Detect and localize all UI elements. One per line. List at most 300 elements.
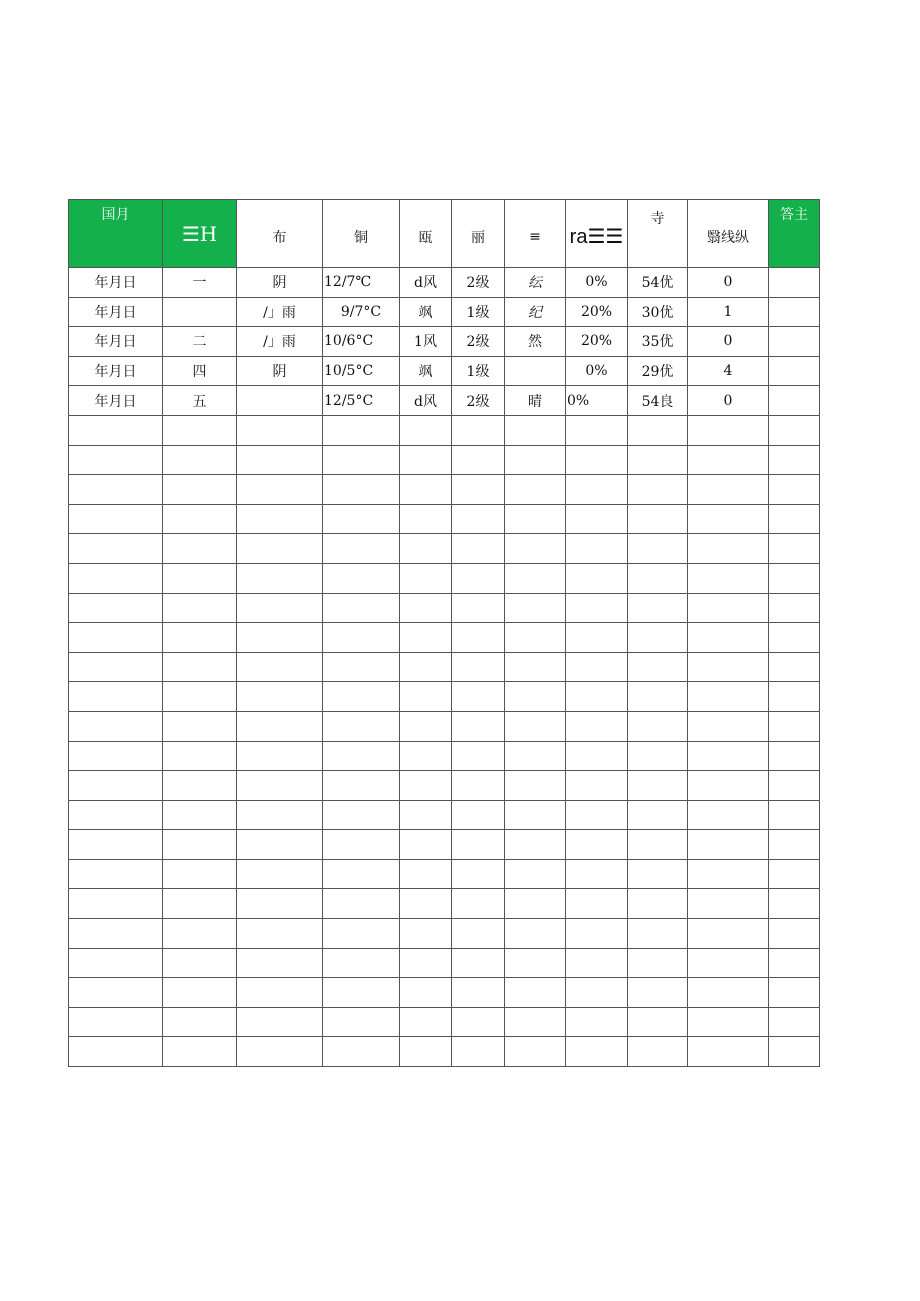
empty-cell[interactable]: [566, 771, 628, 801]
empty-cell[interactable]: [323, 623, 400, 653]
empty-cell[interactable]: [566, 741, 628, 771]
empty-cell[interactable]: [505, 771, 566, 801]
empty-cell[interactable]: [688, 741, 769, 771]
empty-cell[interactable]: [69, 445, 163, 475]
empty-cell[interactable]: [769, 652, 820, 682]
empty-cell[interactable]: [452, 504, 505, 534]
empty-cell[interactable]: [505, 948, 566, 978]
empty-cell[interactable]: [323, 475, 400, 505]
empty-cell[interactable]: [566, 563, 628, 593]
empty-cell[interactable]: [452, 889, 505, 919]
empty-cell[interactable]: [237, 623, 323, 653]
cell-wind-direction[interactable]: 飒: [400, 297, 452, 327]
empty-cell[interactable]: [628, 1037, 688, 1067]
empty-cell[interactable]: [237, 800, 323, 830]
empty-cell[interactable]: [323, 889, 400, 919]
empty-cell[interactable]: [769, 682, 820, 712]
header-notes[interactable]: 答主: [769, 200, 820, 268]
empty-cell[interactable]: [628, 652, 688, 682]
empty-cell[interactable]: [566, 415, 628, 445]
empty-cell[interactable]: [452, 978, 505, 1008]
cell-wind-level[interactable]: 2级: [452, 268, 505, 298]
empty-cell[interactable]: [69, 1007, 163, 1037]
empty-cell[interactable]: [688, 948, 769, 978]
empty-cell[interactable]: [452, 623, 505, 653]
cell-col-10[interactable]: 4: [688, 356, 769, 386]
empty-cell[interactable]: [237, 682, 323, 712]
empty-cell[interactable]: [452, 1007, 505, 1037]
header-col-8[interactable]: ra☰☰: [566, 200, 628, 268]
cell-wind-direction[interactable]: d风: [400, 386, 452, 416]
cell-col-8[interactable]: 20%: [566, 327, 628, 357]
cell-date[interactable]: 年月日: [69, 327, 163, 357]
cell-notes[interactable]: [769, 297, 820, 327]
empty-cell[interactable]: [69, 859, 163, 889]
empty-cell[interactable]: [323, 415, 400, 445]
empty-cell[interactable]: [237, 1037, 323, 1067]
empty-cell[interactable]: [505, 859, 566, 889]
empty-cell[interactable]: [505, 445, 566, 475]
empty-cell[interactable]: [566, 475, 628, 505]
empty-cell[interactable]: [688, 534, 769, 564]
cell-air-quality[interactable]: 35优: [628, 327, 688, 357]
empty-cell[interactable]: [452, 741, 505, 771]
cell-notes[interactable]: [769, 386, 820, 416]
empty-cell[interactable]: [628, 504, 688, 534]
empty-cell[interactable]: [69, 652, 163, 682]
header-wind-direction[interactable]: 瓯: [400, 200, 452, 268]
empty-cell[interactable]: [769, 889, 820, 919]
empty-cell[interactable]: [452, 563, 505, 593]
empty-cell[interactable]: [163, 800, 237, 830]
cell-col-10[interactable]: 1: [688, 297, 769, 327]
empty-cell[interactable]: [323, 534, 400, 564]
empty-cell[interactable]: [400, 593, 452, 623]
empty-cell[interactable]: [505, 741, 566, 771]
empty-cell[interactable]: [628, 593, 688, 623]
header-weekday[interactable]: ☰H: [163, 200, 237, 268]
empty-cell[interactable]: [237, 445, 323, 475]
cell-weather[interactable]: [237, 386, 323, 416]
empty-cell[interactable]: [688, 978, 769, 1008]
empty-cell[interactable]: [452, 652, 505, 682]
empty-cell[interactable]: [688, 652, 769, 682]
empty-cell[interactable]: [400, 652, 452, 682]
header-weather[interactable]: 布: [237, 200, 323, 268]
empty-cell[interactable]: [688, 919, 769, 949]
empty-cell[interactable]: [452, 475, 505, 505]
cell-date[interactable]: 年月日: [69, 356, 163, 386]
empty-cell[interactable]: [769, 1037, 820, 1067]
empty-cell[interactable]: [69, 771, 163, 801]
empty-cell[interactable]: [400, 1037, 452, 1067]
empty-cell[interactable]: [163, 741, 237, 771]
empty-cell[interactable]: [505, 563, 566, 593]
cell-date[interactable]: 年月日: [69, 386, 163, 416]
empty-cell[interactable]: [163, 682, 237, 712]
cell-col-8[interactable]: 0%: [566, 268, 628, 298]
empty-cell[interactable]: [69, 711, 163, 741]
empty-cell[interactable]: [323, 859, 400, 889]
empty-cell[interactable]: [400, 771, 452, 801]
empty-cell[interactable]: [323, 682, 400, 712]
empty-cell[interactable]: [237, 475, 323, 505]
cell-weather[interactable]: /」雨: [237, 327, 323, 357]
empty-cell[interactable]: [628, 534, 688, 564]
empty-cell[interactable]: [505, 682, 566, 712]
empty-cell[interactable]: [505, 504, 566, 534]
empty-cell[interactable]: [400, 563, 452, 593]
empty-cell[interactable]: [69, 919, 163, 949]
empty-cell[interactable]: [163, 1037, 237, 1067]
empty-cell[interactable]: [400, 859, 452, 889]
empty-cell[interactable]: [566, 1037, 628, 1067]
empty-cell[interactable]: [769, 623, 820, 653]
empty-cell[interactable]: [566, 623, 628, 653]
empty-cell[interactable]: [237, 859, 323, 889]
empty-cell[interactable]: [163, 504, 237, 534]
empty-cell[interactable]: [323, 800, 400, 830]
empty-cell[interactable]: [323, 741, 400, 771]
cell-col-7[interactable]: 然: [505, 327, 566, 357]
empty-cell[interactable]: [769, 978, 820, 1008]
cell-col-8[interactable]: 0%: [566, 356, 628, 386]
empty-cell[interactable]: [505, 652, 566, 682]
cell-air-quality[interactable]: 54优: [628, 268, 688, 298]
empty-cell[interactable]: [628, 563, 688, 593]
empty-cell[interactable]: [400, 800, 452, 830]
empty-cell[interactable]: [69, 948, 163, 978]
cell-weather[interactable]: 阴: [237, 356, 323, 386]
empty-cell[interactable]: [452, 800, 505, 830]
empty-cell[interactable]: [688, 475, 769, 505]
empty-cell[interactable]: [769, 445, 820, 475]
empty-cell[interactable]: [628, 445, 688, 475]
empty-cell[interactable]: [237, 919, 323, 949]
cell-col-8[interactable]: 0%: [566, 386, 628, 416]
empty-cell[interactable]: [566, 978, 628, 1008]
empty-cell[interactable]: [769, 593, 820, 623]
header-air-quality[interactable]: 寺: [628, 200, 688, 268]
cell-air-quality[interactable]: 29优: [628, 356, 688, 386]
empty-cell[interactable]: [769, 711, 820, 741]
empty-cell[interactable]: [505, 919, 566, 949]
empty-cell[interactable]: [505, 711, 566, 741]
empty-cell[interactable]: [628, 711, 688, 741]
empty-cell[interactable]: [400, 445, 452, 475]
empty-cell[interactable]: [769, 1007, 820, 1037]
cell-temperature[interactable]: 12/5°C: [323, 386, 400, 416]
empty-cell[interactable]: [237, 771, 323, 801]
empty-cell[interactable]: [628, 859, 688, 889]
empty-cell[interactable]: [769, 504, 820, 534]
empty-cell[interactable]: [628, 978, 688, 1008]
cell-wind-level[interactable]: 1级: [452, 356, 505, 386]
empty-cell[interactable]: [566, 889, 628, 919]
cell-weather[interactable]: 阴: [237, 268, 323, 298]
empty-cell[interactable]: [505, 978, 566, 1008]
empty-cell[interactable]: [69, 563, 163, 593]
cell-notes[interactable]: [769, 327, 820, 357]
empty-cell[interactable]: [163, 415, 237, 445]
empty-cell[interactable]: [400, 682, 452, 712]
empty-cell[interactable]: [69, 830, 163, 860]
empty-cell[interactable]: [688, 504, 769, 534]
empty-cell[interactable]: [628, 741, 688, 771]
empty-cell[interactable]: [69, 415, 163, 445]
empty-cell[interactable]: [69, 978, 163, 1008]
empty-cell[interactable]: [163, 475, 237, 505]
empty-cell[interactable]: [400, 475, 452, 505]
empty-cell[interactable]: [400, 504, 452, 534]
empty-cell[interactable]: [566, 445, 628, 475]
empty-cell[interactable]: [452, 682, 505, 712]
empty-cell[interactable]: [505, 830, 566, 860]
empty-cell[interactable]: [237, 415, 323, 445]
empty-cell[interactable]: [628, 771, 688, 801]
empty-cell[interactable]: [163, 889, 237, 919]
cell-wind-level[interactable]: 1级: [452, 297, 505, 327]
empty-cell[interactable]: [69, 623, 163, 653]
header-date[interactable]: 国月: [69, 200, 163, 268]
cell-notes[interactable]: [769, 268, 820, 298]
empty-cell[interactable]: [400, 415, 452, 445]
empty-cell[interactable]: [688, 830, 769, 860]
cell-weekday[interactable]: 二: [163, 327, 237, 357]
empty-cell[interactable]: [237, 978, 323, 1008]
empty-cell[interactable]: [628, 830, 688, 860]
empty-cell[interactable]: [323, 978, 400, 1008]
empty-cell[interactable]: [400, 948, 452, 978]
empty-cell[interactable]: [237, 1007, 323, 1037]
cell-col-10[interactable]: 0: [688, 327, 769, 357]
empty-cell[interactable]: [628, 475, 688, 505]
empty-cell[interactable]: [237, 948, 323, 978]
empty-cell[interactable]: [628, 415, 688, 445]
empty-cell[interactable]: [566, 504, 628, 534]
empty-cell[interactable]: [400, 623, 452, 653]
header-wind-level[interactable]: 丽: [452, 200, 505, 268]
cell-wind-direction[interactable]: 飒: [400, 356, 452, 386]
empty-cell[interactable]: [323, 919, 400, 949]
empty-cell[interactable]: [688, 800, 769, 830]
empty-cell[interactable]: [769, 830, 820, 860]
empty-cell[interactable]: [688, 889, 769, 919]
empty-cell[interactable]: [323, 711, 400, 741]
empty-cell[interactable]: [688, 445, 769, 475]
empty-cell[interactable]: [566, 948, 628, 978]
empty-cell[interactable]: [688, 859, 769, 889]
empty-cell[interactable]: [566, 593, 628, 623]
empty-cell[interactable]: [688, 1037, 769, 1067]
empty-cell[interactable]: [163, 830, 237, 860]
empty-cell[interactable]: [452, 948, 505, 978]
empty-cell[interactable]: [505, 800, 566, 830]
cell-temperature[interactable]: 12/7℃: [323, 268, 400, 298]
cell-col-10[interactable]: 0: [688, 268, 769, 298]
cell-air-quality[interactable]: 30优: [628, 297, 688, 327]
empty-cell[interactable]: [69, 1037, 163, 1067]
empty-cell[interactable]: [323, 652, 400, 682]
empty-cell[interactable]: [69, 682, 163, 712]
empty-cell[interactable]: [69, 534, 163, 564]
empty-cell[interactable]: [400, 1007, 452, 1037]
empty-cell[interactable]: [566, 800, 628, 830]
empty-cell[interactable]: [400, 830, 452, 860]
empty-cell[interactable]: [323, 948, 400, 978]
empty-cell[interactable]: [505, 623, 566, 653]
empty-cell[interactable]: [323, 830, 400, 860]
empty-cell[interactable]: [452, 1037, 505, 1067]
empty-cell[interactable]: [769, 534, 820, 564]
empty-cell[interactable]: [400, 711, 452, 741]
empty-cell[interactable]: [163, 593, 237, 623]
empty-cell[interactable]: [628, 1007, 688, 1037]
empty-cell[interactable]: [452, 771, 505, 801]
cell-weekday[interactable]: 一: [163, 268, 237, 298]
empty-cell[interactable]: [688, 682, 769, 712]
cell-col-8[interactable]: 20%: [566, 297, 628, 327]
empty-cell[interactable]: [237, 830, 323, 860]
empty-cell[interactable]: [688, 593, 769, 623]
empty-cell[interactable]: [323, 563, 400, 593]
empty-cell[interactable]: [237, 504, 323, 534]
empty-cell[interactable]: [452, 859, 505, 889]
empty-cell[interactable]: [628, 889, 688, 919]
empty-cell[interactable]: [505, 1007, 566, 1037]
empty-cell[interactable]: [688, 771, 769, 801]
empty-cell[interactable]: [769, 741, 820, 771]
empty-cell[interactable]: [323, 504, 400, 534]
empty-cell[interactable]: [566, 534, 628, 564]
empty-cell[interactable]: [688, 415, 769, 445]
empty-cell[interactable]: [237, 741, 323, 771]
empty-cell[interactable]: [769, 948, 820, 978]
empty-cell[interactable]: [452, 415, 505, 445]
empty-cell[interactable]: [566, 859, 628, 889]
cell-wind-level[interactable]: 2级: [452, 327, 505, 357]
empty-cell[interactable]: [505, 1037, 566, 1067]
empty-cell[interactable]: [505, 415, 566, 445]
empty-cell[interactable]: [566, 711, 628, 741]
empty-cell[interactable]: [566, 652, 628, 682]
empty-cell[interactable]: [769, 475, 820, 505]
empty-cell[interactable]: [769, 771, 820, 801]
empty-cell[interactable]: [163, 445, 237, 475]
empty-cell[interactable]: [163, 919, 237, 949]
cell-weekday[interactable]: 四: [163, 356, 237, 386]
empty-cell[interactable]: [769, 800, 820, 830]
empty-cell[interactable]: [163, 652, 237, 682]
empty-cell[interactable]: [452, 534, 505, 564]
header-col-7[interactable]: ≡: [505, 200, 566, 268]
empty-cell[interactable]: [69, 593, 163, 623]
empty-cell[interactable]: [505, 534, 566, 564]
header-temperature[interactable]: 铜: [323, 200, 400, 268]
cell-col-10[interactable]: 0: [688, 386, 769, 416]
empty-cell[interactable]: [163, 948, 237, 978]
empty-cell[interactable]: [769, 415, 820, 445]
cell-wind-direction[interactable]: d风: [400, 268, 452, 298]
cell-weekday[interactable]: 五: [163, 386, 237, 416]
cell-col-7[interactable]: 晴: [505, 386, 566, 416]
empty-cell[interactable]: [69, 504, 163, 534]
cell-date[interactable]: 年月日: [69, 268, 163, 298]
empty-cell[interactable]: [163, 623, 237, 653]
empty-cell[interactable]: [237, 889, 323, 919]
cell-date[interactable]: 年月日: [69, 297, 163, 327]
cell-wind-direction[interactable]: 1风: [400, 327, 452, 357]
cell-col-7[interactable]: 纭: [505, 268, 566, 298]
empty-cell[interactable]: [400, 889, 452, 919]
empty-cell[interactable]: [163, 534, 237, 564]
empty-cell[interactable]: [237, 534, 323, 564]
cell-weekday[interactable]: [163, 297, 237, 327]
empty-cell[interactable]: [688, 623, 769, 653]
cell-col-7[interactable]: [505, 356, 566, 386]
cell-temperature[interactable]: 10/5°C: [323, 356, 400, 386]
empty-cell[interactable]: [69, 475, 163, 505]
empty-cell[interactable]: [323, 1037, 400, 1067]
empty-cell[interactable]: [566, 830, 628, 860]
empty-cell[interactable]: [628, 948, 688, 978]
cell-temperature[interactable]: 9/7°C: [323, 297, 400, 327]
empty-cell[interactable]: [769, 563, 820, 593]
empty-cell[interactable]: [769, 919, 820, 949]
empty-cell[interactable]: [688, 563, 769, 593]
cell-temperature[interactable]: 10/6°C: [323, 327, 400, 357]
empty-cell[interactable]: [323, 1007, 400, 1037]
empty-cell[interactable]: [163, 711, 237, 741]
empty-cell[interactable]: [163, 563, 237, 593]
empty-cell[interactable]: [237, 711, 323, 741]
empty-cell[interactable]: [452, 919, 505, 949]
empty-cell[interactable]: [505, 475, 566, 505]
empty-cell[interactable]: [628, 800, 688, 830]
empty-cell[interactable]: [400, 978, 452, 1008]
empty-cell[interactable]: [163, 859, 237, 889]
empty-cell[interactable]: [628, 682, 688, 712]
empty-cell[interactable]: [628, 623, 688, 653]
empty-cell[interactable]: [688, 1007, 769, 1037]
empty-cell[interactable]: [688, 711, 769, 741]
empty-cell[interactable]: [323, 445, 400, 475]
empty-cell[interactable]: [505, 889, 566, 919]
cell-weather[interactable]: /」雨: [237, 297, 323, 327]
empty-cell[interactable]: [769, 859, 820, 889]
empty-cell[interactable]: [628, 919, 688, 949]
empty-cell[interactable]: [69, 741, 163, 771]
cell-air-quality[interactable]: 54良: [628, 386, 688, 416]
empty-cell[interactable]: [505, 593, 566, 623]
empty-cell[interactable]: [69, 889, 163, 919]
empty-cell[interactable]: [566, 682, 628, 712]
empty-cell[interactable]: [400, 919, 452, 949]
empty-cell[interactable]: [566, 1007, 628, 1037]
empty-cell[interactable]: [237, 652, 323, 682]
cell-col-7[interactable]: 纪: [505, 297, 566, 327]
empty-cell[interactable]: [323, 771, 400, 801]
empty-cell[interactable]: [452, 711, 505, 741]
empty-cell[interactable]: [452, 830, 505, 860]
empty-cell[interactable]: [163, 1007, 237, 1037]
empty-cell[interactable]: [452, 593, 505, 623]
empty-cell[interactable]: [323, 593, 400, 623]
empty-cell[interactable]: [163, 978, 237, 1008]
header-col-10[interactable]: 翳线纵: [688, 200, 769, 268]
empty-cell[interactable]: [400, 741, 452, 771]
empty-cell[interactable]: [452, 445, 505, 475]
